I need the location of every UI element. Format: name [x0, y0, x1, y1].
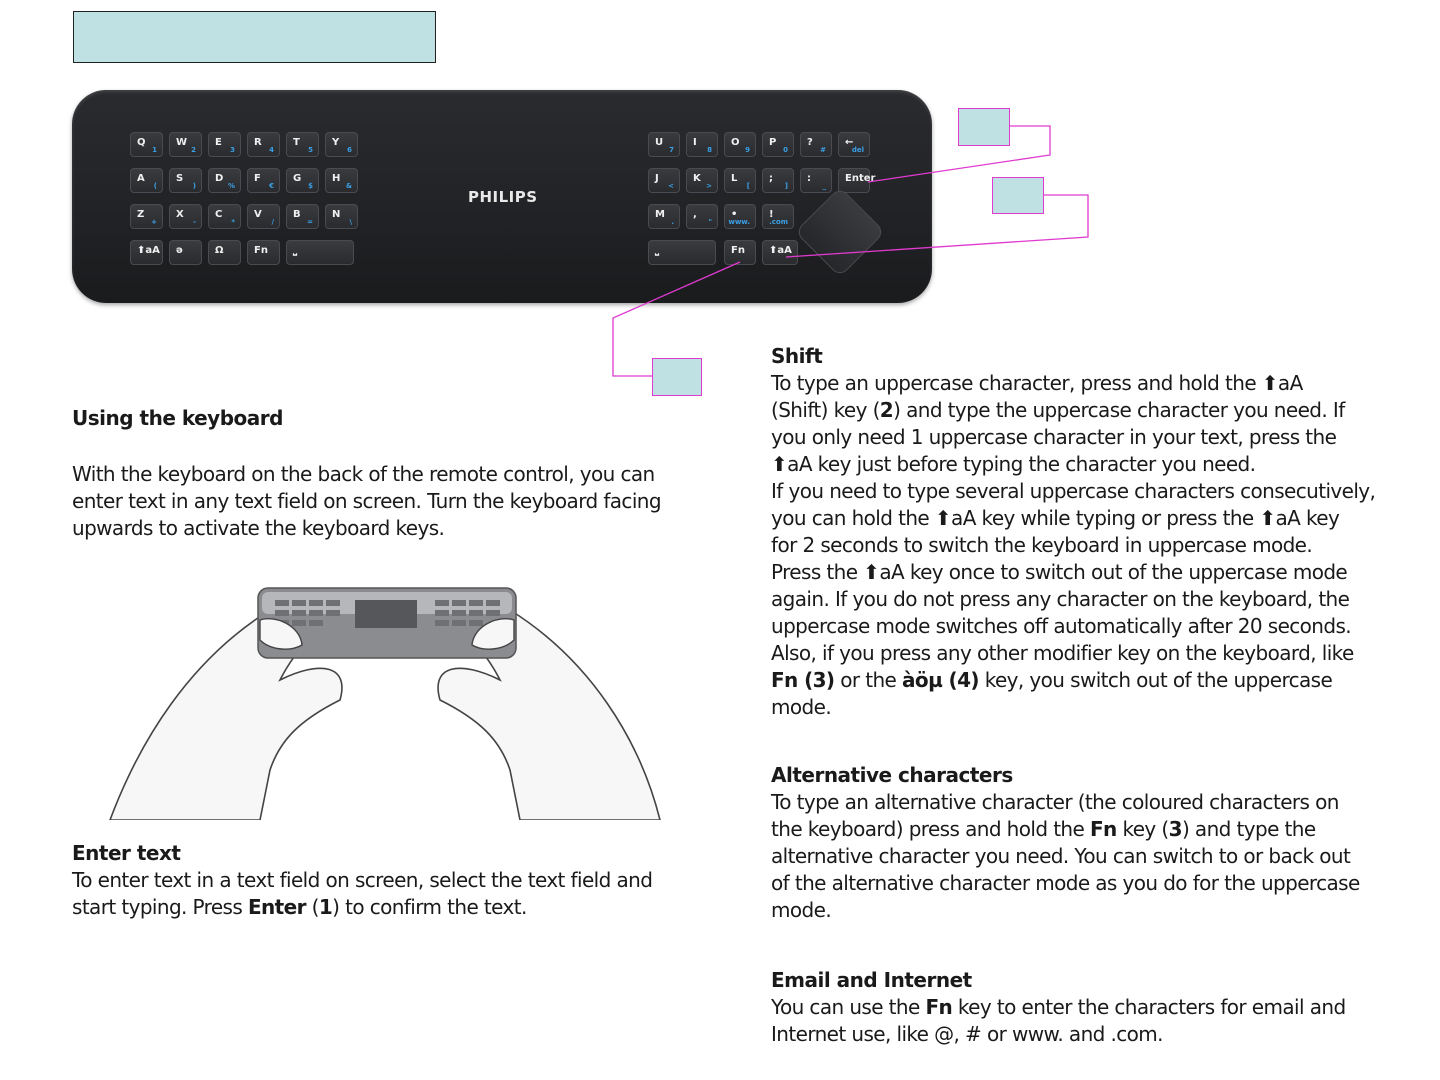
- text-span: or the: [834, 668, 903, 692]
- text-line: To enter text in a text field on screen, select the text field and: [72, 868, 653, 892]
- text-span: key, you switch out of the uppercase: [978, 668, 1333, 692]
- key-main-label: ⎵: [293, 245, 297, 256]
- text-span: (Shift) key (: [771, 398, 880, 422]
- callout-lines: [0, 0, 1440, 420]
- text-line: [771, 994, 1346, 1021]
- paragraph-alternative-characters: [771, 789, 1360, 924]
- key-main-label: K: [693, 173, 701, 184]
- text-line: enter text in any text field on screen. Turn the keyboard facing: [72, 489, 661, 513]
- key-main-label: X: [176, 209, 184, 220]
- key-alt-label: \: [349, 218, 352, 226]
- enter-key-label: Enter: [247, 895, 306, 919]
- key-alt-label: ": [708, 218, 712, 226]
- fn-key-label: Fn: [925, 995, 953, 1019]
- key-alt-label: 4: [269, 146, 274, 154]
- key-main-label: Fn: [731, 245, 745, 256]
- key-main-label: ;: [769, 173, 773, 184]
- paragraph-enter-text: [72, 867, 652, 921]
- key-alt-label: _: [822, 182, 826, 190]
- heading-shift: Shift: [771, 344, 823, 368]
- text-line: To type an uppercase character, press and hold the ⬆aA: [771, 371, 1303, 395]
- key-alt-label: 0: [783, 146, 788, 154]
- text-line: uppercase mode switches off automatically after 20 seconds.: [771, 614, 1352, 638]
- key-main-label: U: [655, 137, 664, 148]
- key-alt-label: 5: [308, 146, 313, 154]
- key-main-label: A: [137, 173, 145, 184]
- key-main-label: D: [215, 173, 224, 184]
- heading-enter-text: Enter text: [72, 841, 181, 865]
- paragraph-email-internet: [771, 994, 1346, 1048]
- key-alt-label: <: [668, 182, 674, 190]
- key-main-label: Ω: [215, 245, 224, 256]
- key-main-label: !: [769, 209, 774, 220]
- text-line: upwards to activate the keyboard keys.: [72, 516, 445, 540]
- key-alt-label: -: [193, 218, 196, 226]
- callout-box-2: [992, 177, 1044, 214]
- key-main-label: J: [655, 173, 659, 184]
- paragraph-using-keyboard: [72, 461, 661, 542]
- callout-number: 1: [318, 895, 333, 919]
- key-alt-label: ]: [784, 182, 788, 190]
- text-line: [771, 397, 1375, 424]
- fn-key-label: Fn: [1089, 817, 1117, 841]
- key-main-label: F: [254, 173, 261, 184]
- key-alt-label: #: [820, 146, 826, 154]
- paragraph-shift: [771, 370, 1375, 721]
- callout-number: 2: [879, 398, 894, 422]
- callout-box-1: [958, 108, 1010, 146]
- text-span: (: [305, 895, 319, 919]
- key-main-label: S: [176, 173, 184, 184]
- key-main-label: Q: [137, 137, 146, 148]
- key-main-label: ə: [176, 245, 183, 256]
- text-line: Internet use, like @, # or www. and .com.: [771, 1022, 1163, 1046]
- key-alt-label: 8: [707, 146, 712, 154]
- key-main-label: Y: [332, 137, 340, 148]
- text-span: ) and type the uppercase character you need. If: [893, 398, 1345, 422]
- key-main-label: V: [254, 209, 262, 220]
- brand-logo: PHILIPS: [468, 188, 538, 206]
- text-line: [771, 816, 1360, 843]
- key-alt-label: .: [671, 218, 674, 226]
- key-alt-label: ): [192, 182, 196, 190]
- key-alt-label: =: [307, 218, 313, 226]
- key-alt-label: www.: [728, 218, 750, 226]
- text-span: ) and type the: [1181, 817, 1316, 841]
- text-line: With the keyboard on the back of the remote control, you can: [72, 462, 655, 486]
- heading-using-keyboard: Using the keyboard: [72, 406, 283, 430]
- text-span: start typing. Press: [72, 895, 248, 919]
- key-alt-label: .com: [769, 218, 788, 226]
- key-main-label: L: [731, 173, 738, 184]
- key-main-label: :: [807, 173, 811, 184]
- text-line: To type an alternative character (the coloured characters on: [771, 790, 1339, 814]
- key-main-label: ,: [693, 209, 697, 220]
- text-line: [771, 667, 1375, 694]
- key-main-label: Z: [137, 209, 145, 220]
- text-line: Also, if you press any other modifier key on the keyboard, like: [771, 641, 1354, 665]
- text-line: ⬆aA key just before typing the character you need.: [771, 452, 1256, 476]
- text-span: key (: [1116, 817, 1169, 841]
- text-span: key to enter the characters for email and: [952, 995, 1346, 1019]
- key-alt-label: 3: [230, 146, 235, 154]
- text-span: You can use the: [771, 995, 926, 1019]
- key-main-label: ⬆aA: [137, 245, 160, 256]
- key-main-label: W: [176, 137, 188, 148]
- key-main-label: H: [332, 173, 341, 184]
- text-line: of the alternative character mode as you do for the uppercase: [771, 871, 1360, 895]
- key-alt-label: *: [231, 218, 235, 226]
- key-main-label: ←: [845, 137, 854, 148]
- key-alt-label: del: [851, 146, 864, 154]
- key-alt-label: 2: [191, 146, 196, 154]
- key-main-label: O: [731, 137, 740, 148]
- text-line: mode.: [771, 695, 832, 719]
- key-main-label: Enter: [845, 173, 876, 184]
- callout-number: 3: [1168, 817, 1182, 841]
- key-alt-label: 7: [669, 146, 674, 154]
- text-span: ) to confirm the text.: [332, 895, 527, 919]
- text-line: Press the ⬆aA key once to switch out of the uppercase mode: [771, 560, 1348, 584]
- key-main-label: E: [215, 137, 222, 148]
- fn-key-label: Fn (3): [771, 668, 835, 692]
- key-alt-label: 9: [745, 146, 750, 154]
- key-alt-label: $: [308, 182, 313, 190]
- key-alt-label: (: [153, 182, 157, 190]
- key-main-label: Fn: [254, 245, 268, 256]
- text-line: alternative character you need. You can switch to or back out: [771, 844, 1351, 868]
- text-line: mode.: [771, 898, 832, 922]
- hands-holding-keyboard-illustration: [70, 570, 702, 820]
- text-line: again. If you do not press any character on the keyboard, the: [771, 587, 1350, 611]
- key-alt-label: [: [746, 182, 750, 190]
- key-alt-label: &: [345, 182, 352, 190]
- key-main-label: I: [693, 137, 697, 148]
- key-alt-label: €: [269, 182, 274, 190]
- text-span: the keyboard) press and hold the: [771, 817, 1090, 841]
- key-main-label: M: [655, 209, 665, 220]
- key-alt-label: 6: [347, 146, 352, 154]
- text-line: you only need 1 uppercase character in your text, press the: [771, 425, 1337, 449]
- key-main-label: C: [215, 209, 223, 220]
- key-main-label: ⬆aA: [769, 245, 792, 256]
- text-line: [72, 894, 652, 921]
- key-main-label: ?: [807, 137, 813, 148]
- key-alt-label: >: [706, 182, 712, 190]
- key-alt-label: /: [271, 218, 274, 226]
- accent-key-label: àöµ (4): [902, 668, 979, 692]
- heading-email-internet: Email and Internet: [771, 968, 972, 992]
- key-main-label: ⎵: [655, 245, 659, 256]
- key-alt-label: 1: [152, 146, 157, 154]
- callout-box-3: [652, 358, 702, 396]
- key-main-label: T: [293, 137, 300, 148]
- key-main-label: P: [769, 137, 777, 148]
- key-alt-label: %: [227, 182, 235, 190]
- key-main-label: N: [332, 209, 341, 220]
- key-alt-label: +: [151, 218, 157, 226]
- text-line: If you need to type several uppercase characters consecutively,: [771, 479, 1376, 503]
- key-main-label: •: [731, 209, 738, 220]
- key-main-label: G: [293, 173, 302, 184]
- text-line: for 2 seconds to switch the keyboard in uppercase mode.: [771, 533, 1313, 557]
- text-line: you can hold the ⬆aA key while typing or press the ⬆aA key: [771, 506, 1340, 530]
- key-main-label: R: [254, 137, 262, 148]
- heading-alternative-characters: Alternative characters: [771, 763, 1013, 787]
- key-main-label: B: [293, 209, 301, 220]
